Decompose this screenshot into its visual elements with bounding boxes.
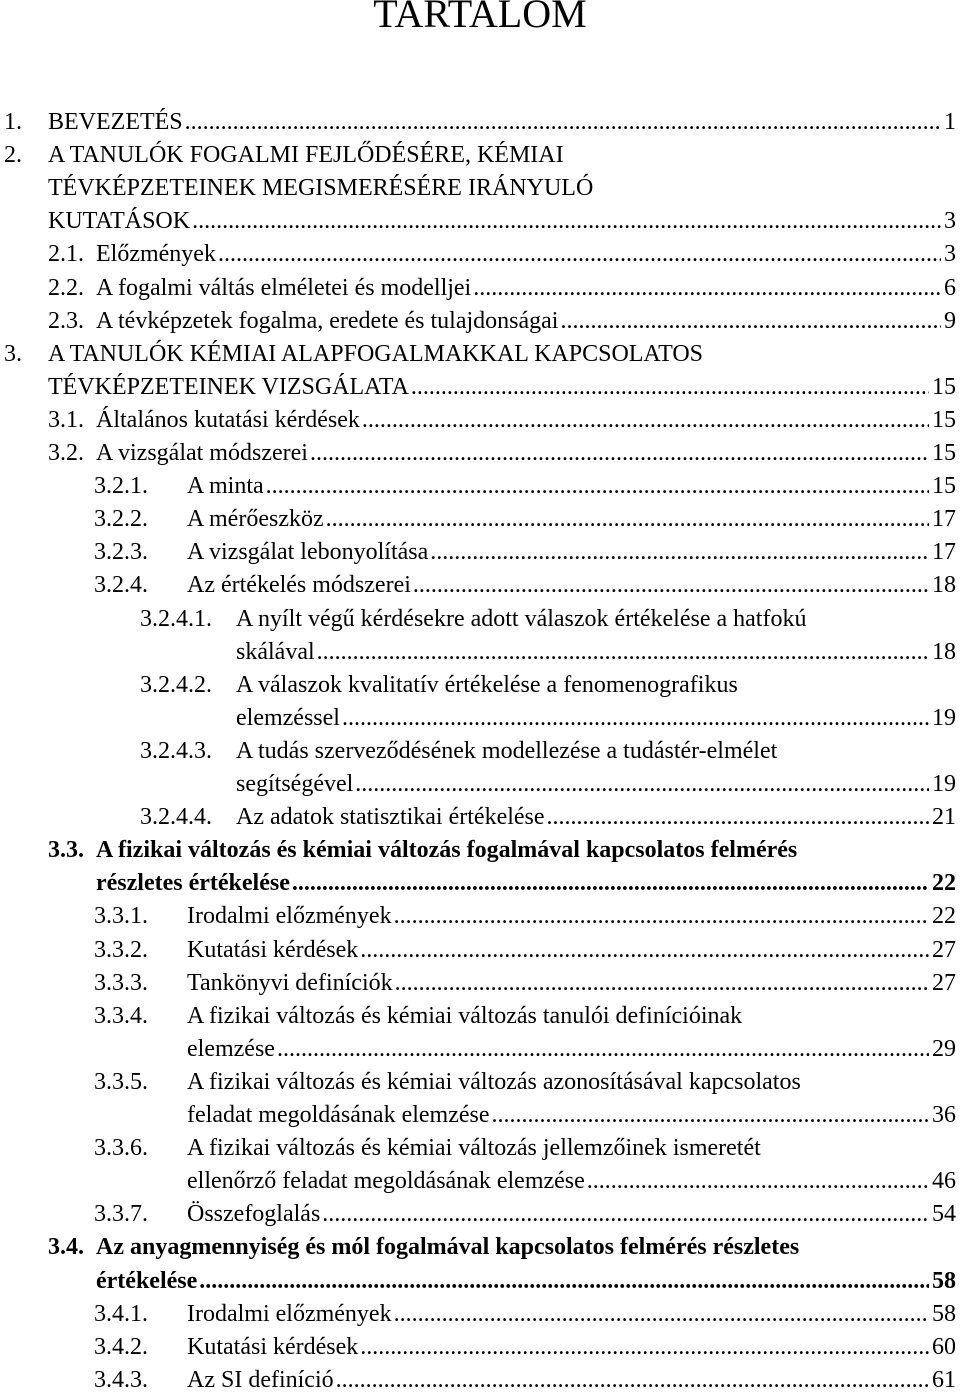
page-title: TARTALOM [373,0,587,36]
toc-page-number: 6 [944,274,956,301]
toc-entry-line [94,1066,956,1098]
toc-entry-text: A nyílt végű kérdésekre adott válaszok értékelése a hatfokú [236,605,807,632]
toc-dot-leader [266,470,929,502]
toc-entry-line [94,1331,956,1363]
toc-entry-text: Irodalmi előzmények [187,1300,392,1327]
toc-entry-line [187,1099,956,1131]
toc-entry-line [48,371,956,403]
toc-page-number: 3 [944,208,956,235]
toc-page-number: 15 [932,406,956,433]
toc-entry-line [94,1364,956,1396]
toc-entry-line [48,834,956,866]
toc-entry-text: A minta [187,473,264,500]
toc-entry-text: ellenőrző feladat megoldásának elemzése [187,1168,585,1195]
toc-page-number: 46 [932,1168,956,1195]
toc-entry-line [48,238,956,270]
toc-dot-leader [394,1298,929,1330]
toc-entry-text: TÉVKÉPZETEINEK VIZSGÁLATA [48,373,409,400]
toc-entry-number: 3.3.7. [94,1201,148,1228]
toc-entry-text: BEVEZETÉS [48,109,183,135]
toc-entry-text: A TANULÓK KÉMIAI ALAPFOGALMAKKAL KAPCSOLATOS [48,340,704,367]
toc-entry-line [4,139,956,171]
toc-entry-line [94,536,956,568]
toc-dot-leader [360,1331,929,1363]
toc-page-number: 3 [944,241,956,268]
toc-entry-number: 3.4.2. [94,1333,148,1360]
toc-entry-text: A vizsgálat lebonyolítása [187,539,429,566]
toc-entry-text: elemzése [187,1035,275,1062]
toc-entry-number: 3.3. [48,837,84,864]
toc-page-number: 21 [932,804,956,831]
toc-entry-line [140,669,956,701]
toc-dot-leader [322,1198,929,1230]
toc-dot-leader [411,371,929,403]
toc-dot-leader [336,1364,929,1396]
toc-entry-text: A tudás szerveződésének modellezése a tudástér-elmélet [236,737,778,764]
toc-entry-number: 3.3.1. [94,903,148,930]
toc-entry-line [140,603,956,635]
toc-entry-number: 2. [4,142,22,169]
toc-entry-text: skálával [236,638,315,665]
toc-dot-leader [394,900,929,932]
toc-page-number: 18 [932,638,956,665]
toc-entry-text: A válaszok kvalitatív értékelése a fenomenografikus [236,671,738,698]
toc-entry-text: A mérőeszköz [187,506,324,533]
toc-entry-line [236,636,956,668]
toc-dot-leader [395,967,929,999]
toc-entry-line [94,1132,956,1164]
toc-page-number: 58 [932,1300,956,1327]
toc-entry-line [236,768,956,800]
toc-entry-line [4,106,956,138]
toc-entry-line [94,1198,956,1230]
toc-page-number: 15 [932,473,956,500]
toc-page-number: 17 [932,506,956,533]
toc-dot-leader [310,437,929,469]
toc-entry-text: értékelése [96,1267,198,1294]
toc-entry-text: A fizikai változás és kémiai változás fogalmával kapcsolatos felmérés [96,837,798,864]
toc-entry-text: A fizikai változás és kémiai változás azonosításával kapcsolatos [187,1068,801,1095]
toc-entry-text: Az anyagmennyiség és mól fogalmával kapcsolatos felmérés részletes [96,1234,800,1261]
toc-entry-text: A fizikai változás és kémiai változás jellemzőinek ismeretét [187,1135,761,1162]
toc-entry-text: részletes értékelése [96,870,290,897]
toc-entry-number: 3.2.4.1. [140,605,212,632]
toc-entry-number: 3.3.5. [94,1068,148,1095]
toc-entry-line [94,1298,956,1330]
toc-entry-line [96,867,956,899]
toc-page-number: 58 [932,1267,956,1294]
toc-entry-number: 3.2.4.4. [140,804,212,831]
toc-entry-text: Az adatok statisztikai értékelése [236,804,545,831]
toc-page-number: 22 [932,870,956,897]
toc-page-number: 19 [932,771,956,797]
toc-entry-text: Tankönyvi definíciók [187,969,393,996]
toc-dot-leader [587,1165,929,1197]
toc-dot-leader [413,569,929,601]
toc-page-number: 61 [932,1366,956,1393]
toc-page-number: 15 [932,373,956,400]
toc-entry-line [48,1231,956,1263]
toc-entry-text: A fizikai változás és kémiai változás tanulói definícióinak [187,1002,743,1029]
toc-entry-number: 3.2.2. [94,506,148,533]
toc-entry-number: 3.2.4.3. [140,737,212,764]
toc-entry-line [48,172,956,204]
toc-entry-text: Kutatási kérdések [187,1333,359,1360]
toc-entry-text: elemzéssel [236,704,340,731]
toc-entry-line [140,801,956,833]
toc-dot-leader [317,636,929,668]
toc-dot-leader [199,1265,929,1297]
toc-entry-number: 3.2.3. [94,539,148,566]
toc-entry-number: 2.2. [48,274,84,301]
toc-page-number: 22 [932,903,956,930]
toc-entry-number: 2.1. [48,241,84,268]
toc-entry-text: segítségével [236,771,354,797]
toc-dot-leader [473,272,941,304]
toc-dot-leader [292,867,929,899]
toc-entry-number: 3.3.2. [94,936,148,963]
toc-dot-leader [355,768,929,800]
toc-dot-leader [547,801,929,833]
toc-entry-line [236,702,956,734]
toc-entry-line [96,1265,956,1297]
toc-page-number: 27 [932,936,956,963]
toc-page-number: 9 [944,307,956,334]
toc-entry-text: A vizsgálat módszerei [96,440,308,466]
toc-entry-text: A fogalmi váltás elméletei és modelljei [96,274,472,301]
toc-dot-leader [360,934,929,966]
toc-entry-number: 3.1. [48,406,84,433]
toc-entry-text: KUTATÁSOK [48,208,191,235]
toc-entry-text: Összefoglalás [187,1201,321,1228]
toc-entry-line [94,934,956,966]
toc-page-number: 60 [932,1333,956,1360]
toc-entry-number: 3.4.3. [94,1366,148,1393]
toc-entry-text: TÉVKÉPZETEINEK MEGISMERÉSÉRE IRÁNYULÓ [48,175,594,202]
toc-entry-number: 3.4. [48,1234,84,1261]
toc-entry-text: feladat megoldásának elemzése [187,1102,490,1128]
toc-dot-leader [492,1099,929,1131]
toc-entry-line [48,205,956,237]
toc-entry-text: Előzmények [96,241,216,268]
toc-dot-leader [185,106,941,138]
toc-page-number: 15 [932,440,956,466]
toc-page-number: 17 [932,539,956,566]
toc-page-number: 27 [932,969,956,996]
toc-dot-leader [560,305,941,337]
toc-entry-line [187,1165,956,1197]
toc-entry-line [48,272,956,304]
toc-entry-number: 3.2.4. [94,572,148,599]
toc-entry-line [48,404,956,436]
toc-entry-number: 3. [4,340,22,367]
toc-entry-number: 3.3.6. [94,1135,148,1162]
toc-entry-line [94,900,956,932]
toc-entry-line [187,1033,956,1065]
toc-entry-number: 3.2.4.2. [140,671,212,698]
toc-entry-text: Az SI definíció [187,1366,334,1393]
toc-dot-leader [277,1033,929,1065]
toc-entry-line [94,503,956,535]
toc-page-number: 54 [932,1201,956,1228]
toc-entry-text: Általános kutatási kérdések [96,406,360,433]
toc-entry-number: 3.2.1. [94,473,148,500]
toc-entry-number: 1. [4,109,22,135]
toc-page-number: 29 [932,1035,956,1062]
toc-entry-line [94,1000,956,1032]
toc-dot-leader [326,503,929,535]
toc-dot-leader [342,702,929,734]
toc-entry-number: 3.4.1. [94,1300,148,1327]
toc-entry-line [94,569,956,601]
toc-entry-text: A TANULÓK FOGALMI FEJLŐDÉSÉRE, KÉMIAI [48,142,564,169]
toc-entry-text: Irodalmi előzmények [187,903,392,930]
toc-dot-leader [218,238,941,270]
toc-entry-text: Az értékelés módszerei [187,572,411,599]
toc-entry-line [48,305,956,337]
toc-entry-line [140,735,956,767]
toc-page-number: 36 [932,1102,956,1128]
toc-entry-text: A tévképzetek fogalma, eredete és tulajdonságai [96,307,559,334]
toc-entry-number: 2.3. [48,307,84,334]
toc-dot-leader [430,536,929,568]
toc-entry-number: 3.3.3. [94,969,148,996]
toc-entry-text: Kutatási kérdések [187,936,359,963]
toc-entry-line [94,967,956,999]
toc-dot-leader [192,205,941,237]
toc-page-number: 1 [944,109,956,135]
toc-entry-line [94,470,956,502]
toc-page-number: 19 [932,704,956,731]
toc-entry-line [48,437,956,469]
toc-dot-leader [362,404,929,436]
toc-entry-number: 3.3.4. [94,1002,148,1029]
toc-entry-line [4,338,956,370]
toc-entry-number: 3.2. [48,440,84,466]
toc-page-number: 18 [932,572,956,599]
